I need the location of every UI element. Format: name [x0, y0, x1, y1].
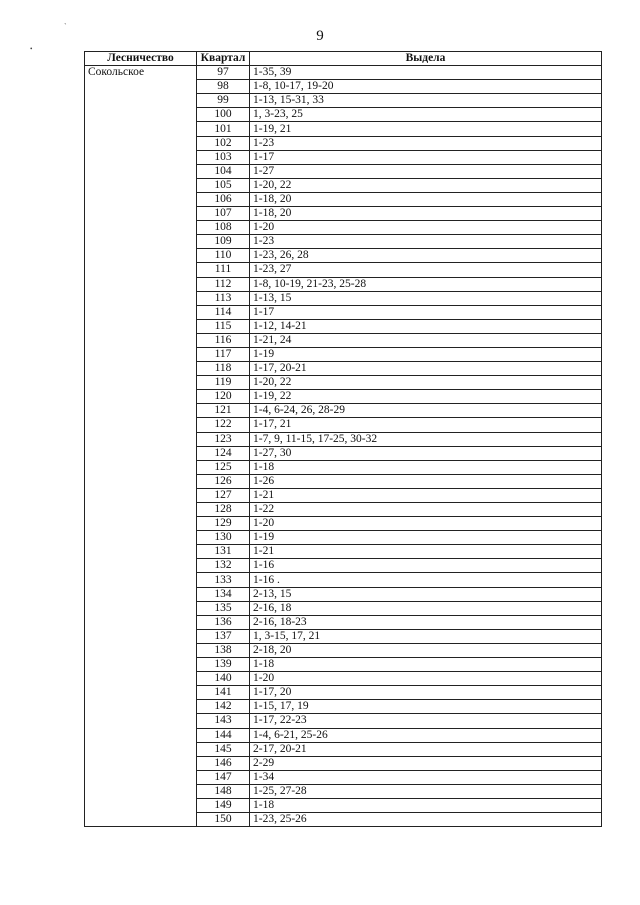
plots-cell: 2-18, 20 — [250, 643, 602, 657]
plots-cell: 1-17, 20-21 — [250, 362, 602, 376]
quarter-cell: 135 — [197, 601, 250, 615]
quarter-cell: 146 — [197, 756, 250, 770]
plots-cell: 1-19 — [250, 347, 602, 361]
plots-cell: 1-16 . — [250, 573, 602, 587]
quarter-cell: 118 — [197, 362, 250, 376]
quarter-cell: 114 — [197, 305, 250, 319]
quarter-cell: 115 — [197, 319, 250, 333]
quarter-cell: 106 — [197, 192, 250, 206]
quarter-cell: 130 — [197, 531, 250, 545]
quarter-cell: 148 — [197, 784, 250, 798]
plots-cell: 2-16, 18 — [250, 601, 602, 615]
plots-cell: 1-18 — [250, 658, 602, 672]
quarter-cell: 143 — [197, 714, 250, 728]
quarter-cell: 147 — [197, 770, 250, 784]
quarter-cell: 108 — [197, 221, 250, 235]
plots-cell: 1-13, 15-31, 33 — [250, 94, 602, 108]
quarter-cell: 97 — [197, 66, 250, 80]
quarter-cell: 124 — [197, 446, 250, 460]
quarter-cell: 133 — [197, 573, 250, 587]
plots-cell: 1-23, 27 — [250, 263, 602, 277]
plots-cell: 1-19, 21 — [250, 122, 602, 136]
plots-cell: 1-18, 20 — [250, 192, 602, 206]
plots-cell: 1-17 — [250, 150, 602, 164]
plots-cell: 1-18, 20 — [250, 207, 602, 221]
forestry-name: Сокольское — [85, 66, 197, 827]
quarter-cell: 111 — [197, 263, 250, 277]
quarter-cell: 120 — [197, 390, 250, 404]
quarter-cell: 138 — [197, 643, 250, 657]
plots-cell: 1-21 — [250, 488, 602, 502]
table-header-row — [85, 52, 602, 66]
plots-cell: 1-16 — [250, 559, 602, 573]
plots-cell: 1-23 — [250, 235, 602, 249]
plots-cell: 1-7, 9, 11-15, 17-25, 30-32 — [250, 432, 602, 446]
quarter-cell: 117 — [197, 347, 250, 361]
plots-cell: 1-23, 26, 28 — [250, 249, 602, 263]
quarter-cell: 119 — [197, 376, 250, 390]
quarter-cell: 103 — [197, 150, 250, 164]
header-quarter: Квартал — [197, 52, 250, 66]
plots-cell: 1-26 — [250, 474, 602, 488]
plots-cell: 1-17, 21 — [250, 418, 602, 432]
plots-cell: 1-4, 6-21, 25-26 — [250, 728, 602, 742]
table-row — [85, 66, 602, 80]
plots-cell: 1-34 — [250, 770, 602, 784]
quarter-cell: 113 — [197, 291, 250, 305]
quarter-cell: 140 — [197, 672, 250, 686]
quarter-cell: 99 — [197, 94, 250, 108]
plots-cell: 1-15, 17, 19 — [250, 700, 602, 714]
quarter-cell: 125 — [197, 460, 250, 474]
plots-cell: 2-16, 18-23 — [250, 615, 602, 629]
quarter-cell: 104 — [197, 164, 250, 178]
quarter-cell: 110 — [197, 249, 250, 263]
header-forestry: Лесничество — [85, 52, 197, 66]
quarter-cell: 100 — [197, 108, 250, 122]
plots-cell: 1-21, 24 — [250, 333, 602, 347]
plots-cell: 2-17, 20-21 — [250, 742, 602, 756]
quarter-cell: 102 — [197, 136, 250, 150]
plots-cell: 2-13, 15 — [250, 587, 602, 601]
quarter-cell: 112 — [197, 277, 250, 291]
plots-cell: 1-8, 10-19, 21-23, 25-28 — [250, 277, 602, 291]
plots-cell: 1-20 — [250, 672, 602, 686]
plots-cell: 2-29 — [250, 756, 602, 770]
plots-cell: 1-20, 22 — [250, 376, 602, 390]
quarter-cell: 116 — [197, 333, 250, 347]
plots-cell: 1-20 — [250, 221, 602, 235]
plots-cell: 1-4, 6-24, 26, 28-29 — [250, 404, 602, 418]
quarter-cell: 139 — [197, 658, 250, 672]
scan-mark: ` — [64, 22, 67, 31]
plots-cell: 1-18 — [250, 460, 602, 474]
plots-cell: 1-20 — [250, 517, 602, 531]
plots-cell: 1-20, 22 — [250, 178, 602, 192]
quarter-cell: 121 — [197, 404, 250, 418]
plots-cell: 1-19 — [250, 531, 602, 545]
quarter-cell: 150 — [197, 813, 250, 827]
quarter-cell: 132 — [197, 559, 250, 573]
quarter-cell: 123 — [197, 432, 250, 446]
quarter-cell: 136 — [197, 615, 250, 629]
quarter-cell: 144 — [197, 728, 250, 742]
plots-cell: 1-18 — [250, 798, 602, 812]
quarter-cell: 98 — [197, 80, 250, 94]
plots-cell: 1-23 — [250, 136, 602, 150]
plots-cell: 1-25, 27-28 — [250, 784, 602, 798]
quarter-cell: 107 — [197, 207, 250, 221]
plots-cell: 1, 3-23, 25 — [250, 108, 602, 122]
quarter-cell: 126 — [197, 474, 250, 488]
plots-cell: 1-27, 30 — [250, 446, 602, 460]
quarter-cell: 127 — [197, 488, 250, 502]
quarter-cell: 134 — [197, 587, 250, 601]
plots-cell: 1-23, 25-26 — [250, 813, 602, 827]
plots-cell: 1-27 — [250, 164, 602, 178]
scan-mark: • — [30, 45, 33, 53]
quarter-cell: 129 — [197, 517, 250, 531]
quarter-cell: 141 — [197, 686, 250, 700]
table-body — [85, 66, 602, 827]
plots-cell: 1, 3-15, 17, 21 — [250, 629, 602, 643]
plots-cell: 1-17, 20 — [250, 686, 602, 700]
quarter-cell: 137 — [197, 629, 250, 643]
quarter-cell: 109 — [197, 235, 250, 249]
quarter-cell: 122 — [197, 418, 250, 432]
header-plots: Выдела — [250, 52, 602, 66]
plots-cell: 1-17 — [250, 305, 602, 319]
page-number: 9 — [316, 28, 324, 44]
quarter-cell: 142 — [197, 700, 250, 714]
quarter-cell: 131 — [197, 545, 250, 559]
plots-cell: 1-17, 22-23 — [250, 714, 602, 728]
quarter-cell: 145 — [197, 742, 250, 756]
plots-cell: 1-21 — [250, 545, 602, 559]
quarter-cell: 128 — [197, 503, 250, 517]
quarter-cell: 149 — [197, 798, 250, 812]
forestry-table — [84, 51, 602, 827]
plots-cell: 1-12, 14-21 — [250, 319, 602, 333]
plots-cell: 1-19, 22 — [250, 390, 602, 404]
quarter-cell: 105 — [197, 178, 250, 192]
quarter-cell: 101 — [197, 122, 250, 136]
plots-cell: 1-22 — [250, 503, 602, 517]
plots-cell: 1-13, 15 — [250, 291, 602, 305]
plots-cell: 1-35, 39 — [250, 66, 602, 80]
plots-cell: 1-8, 10-17, 19-20 — [250, 80, 602, 94]
